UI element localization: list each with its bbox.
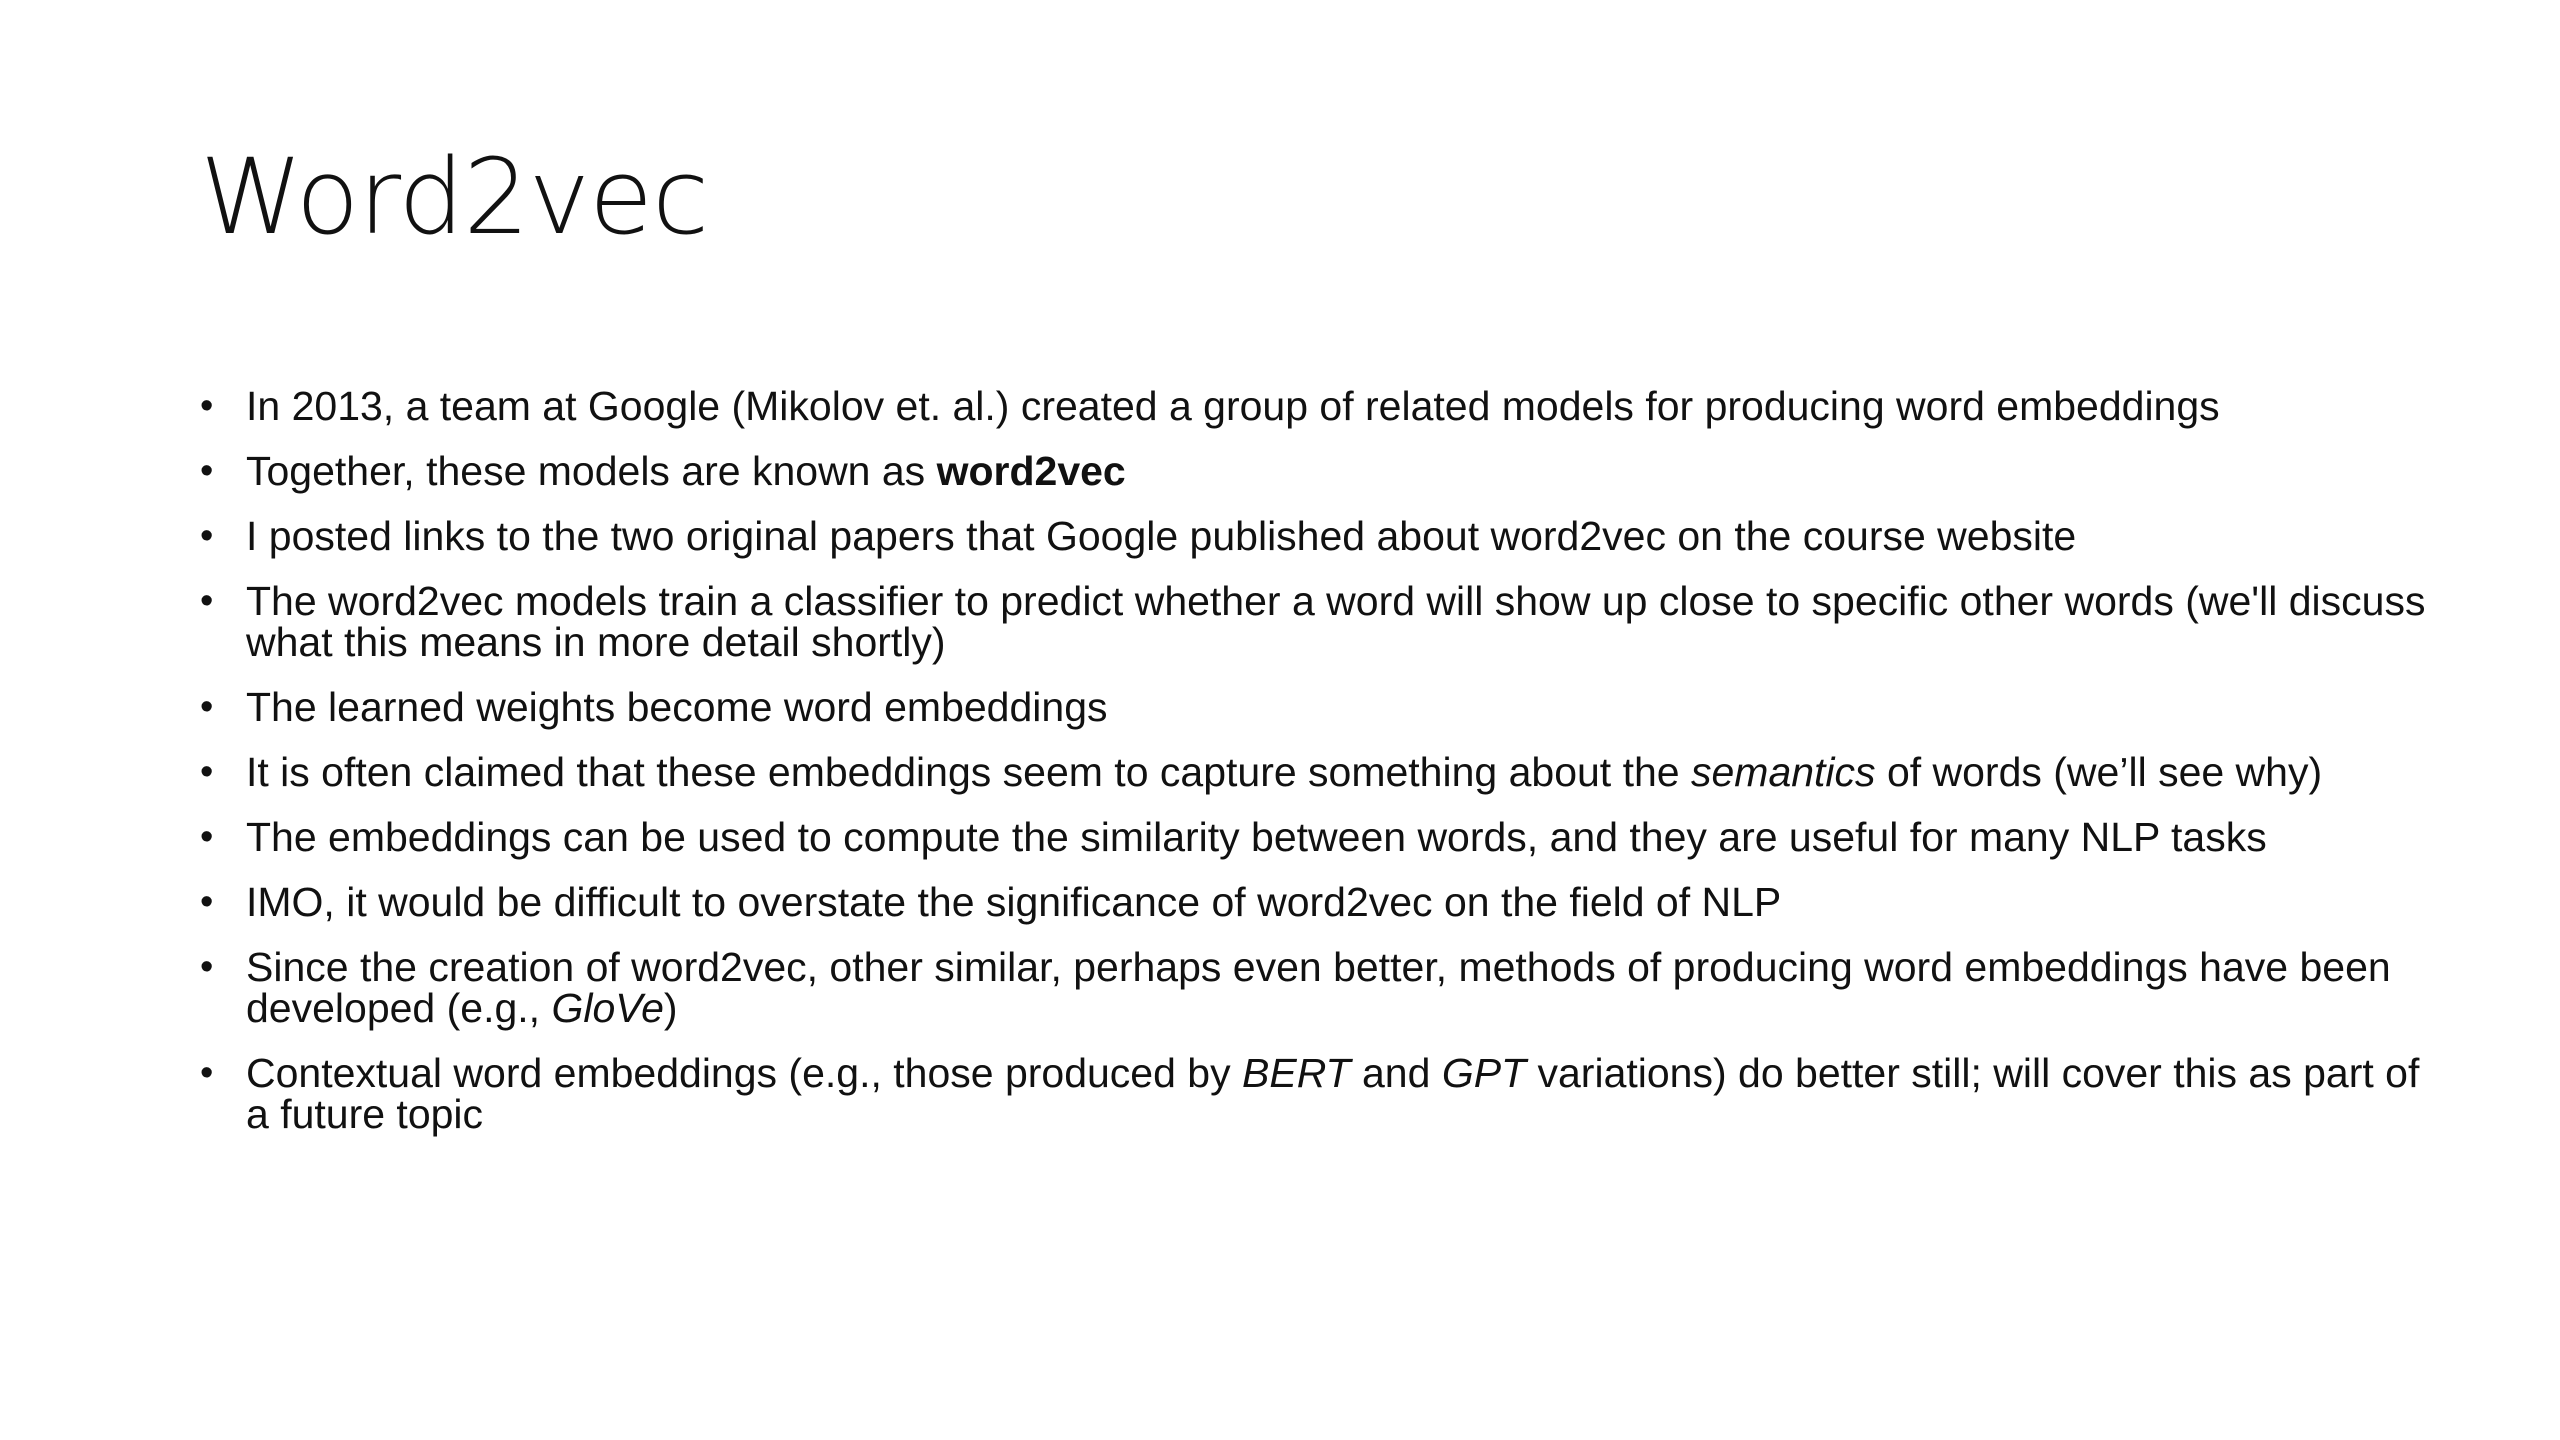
italic-term: semantics bbox=[1690, 749, 1876, 795]
italic-term: GloVe bbox=[551, 985, 664, 1031]
bullet-marker: • bbox=[200, 686, 214, 728]
bullet-marker: • bbox=[200, 385, 214, 427]
text-run: of words (we’ll see why) bbox=[1875, 749, 2323, 795]
bullet-marker: • bbox=[200, 946, 214, 988]
bullet-list bbox=[200, 383, 2430, 1159]
bullet-item bbox=[200, 944, 2430, 1031]
text-run: variations) do better still; will cover this as part of a future topic bbox=[246, 1050, 2420, 1137]
bullet-marker: • bbox=[200, 580, 214, 622]
bullet-text bbox=[246, 383, 2220, 429]
text-run: It is often claimed that these embeddings seem to capture something about the bbox=[246, 749, 1691, 795]
bullet-marker: • bbox=[200, 751, 214, 793]
italic-term: GPT bbox=[1441, 1050, 1527, 1096]
bullet-item bbox=[200, 879, 2430, 925]
bullet-item bbox=[200, 448, 2430, 494]
text-run: Together, these models are known as bbox=[246, 448, 937, 494]
bullet-text bbox=[246, 1050, 2419, 1137]
bullet-marker: • bbox=[200, 1052, 214, 1094]
bullet-text bbox=[246, 448, 1126, 494]
bullet-item bbox=[200, 749, 2430, 795]
bullet-text bbox=[246, 578, 2425, 665]
text-run: I posted links to the two original papers that Google published about word2vec on the course website bbox=[246, 513, 2077, 559]
bullet-item bbox=[200, 684, 2430, 730]
text-run: The embeddings can be used to compute the similarity between words, and they are useful for many NLP tasks bbox=[246, 814, 2267, 860]
bullet-text bbox=[246, 879, 1781, 925]
bullet-marker: • bbox=[200, 816, 214, 858]
text-run: Contextual word embeddings (e.g., those produced by bbox=[246, 1050, 1242, 1096]
bullet-marker: • bbox=[200, 450, 214, 492]
bullet-marker: • bbox=[200, 515, 214, 557]
bold-term: word2vec bbox=[936, 448, 1126, 494]
bullet-text bbox=[246, 749, 2322, 795]
text-run: The word2vec models train a classifier to predict whether a word will show up close to specific other words (we'll discuss what this means in more detail shortly) bbox=[246, 578, 2426, 665]
bullet-item bbox=[200, 814, 2430, 860]
bullet-item bbox=[200, 1050, 2430, 1137]
bullet-text bbox=[246, 944, 2391, 1031]
bullet-item bbox=[200, 578, 2430, 665]
italic-term: BERT bbox=[1242, 1050, 1351, 1096]
bullet-marker: • bbox=[200, 881, 214, 923]
bullet-item bbox=[200, 383, 2430, 429]
bullet-text bbox=[246, 513, 2076, 559]
bullet-text bbox=[246, 814, 2267, 860]
text-run: In 2013, a team at Google (Mikolov et. al.) created a group of related models for producing word embeddings bbox=[246, 383, 2220, 429]
bullet-text bbox=[246, 684, 1108, 730]
text-run: ) bbox=[663, 985, 678, 1031]
bullet-item bbox=[200, 513, 2430, 559]
text-run: The learned weights become word embeddings bbox=[246, 684, 1108, 730]
text-run: Since the creation of word2vec, other similar, perhaps even better, methods of producing word embeddings have been developed (e.g., bbox=[246, 944, 2391, 1031]
text-run: and bbox=[1350, 1050, 1442, 1096]
slide-title: Word2vec bbox=[200, 136, 709, 258]
text-run: IMO, it would be difficult to overstate the significance of word2vec on the field of NLP bbox=[246, 879, 1782, 925]
